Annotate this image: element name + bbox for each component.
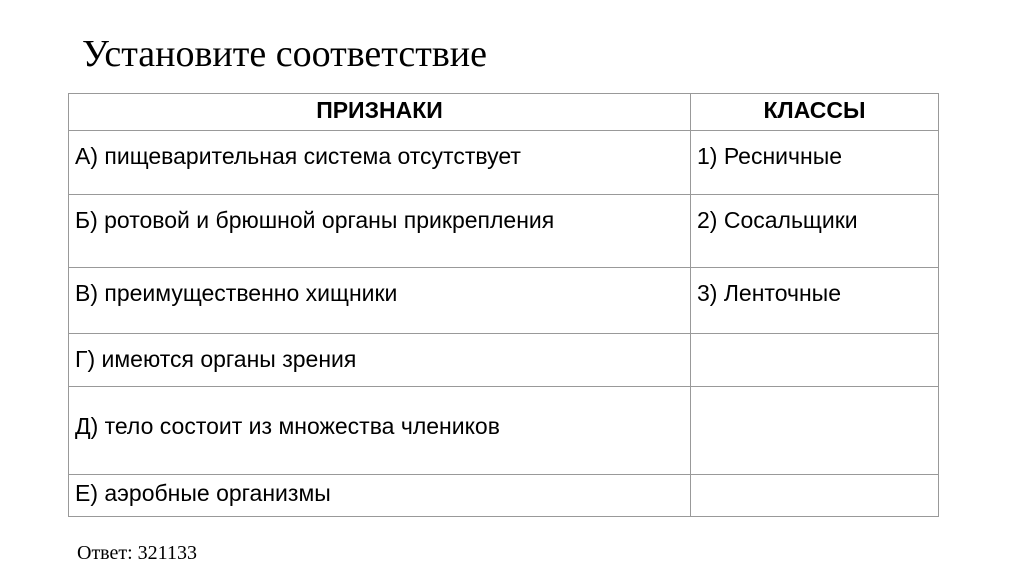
table-row	[69, 195, 939, 268]
table-row	[69, 268, 939, 334]
class-cell	[691, 387, 939, 475]
class-cell: 1) Ресничные	[691, 131, 939, 195]
header-classes: КЛАССЫ	[691, 94, 939, 131]
feature-cell: А) пищеварительная система отсутствует	[69, 131, 691, 195]
feature-cell: В) преимущественно хищники	[69, 268, 691, 334]
feature-cell: Е) аэробные организмы	[69, 475, 691, 517]
feature-cell: Д) тело состоит из множества члеников	[69, 387, 691, 475]
page-title: Установите соответствие	[82, 33, 487, 75]
table-row	[69, 131, 939, 195]
table-row	[69, 387, 939, 475]
class-cell: 2) Сосальщики	[691, 195, 939, 268]
header-features: ПРИЗНАКИ	[69, 94, 691, 131]
feature-cell: Б) ротовой и брюшной органы прикрепления	[69, 195, 691, 268]
table-row	[69, 475, 939, 517]
class-cell	[691, 334, 939, 387]
answer-text: Ответ: 321133	[77, 542, 197, 564]
class-cell: 3) Ленточные	[691, 268, 939, 334]
matching-table	[68, 93, 939, 517]
table-row	[69, 334, 939, 387]
feature-cell: Г) имеются органы зрения	[69, 334, 691, 387]
table-header-row	[69, 94, 939, 131]
class-cell	[691, 475, 939, 517]
